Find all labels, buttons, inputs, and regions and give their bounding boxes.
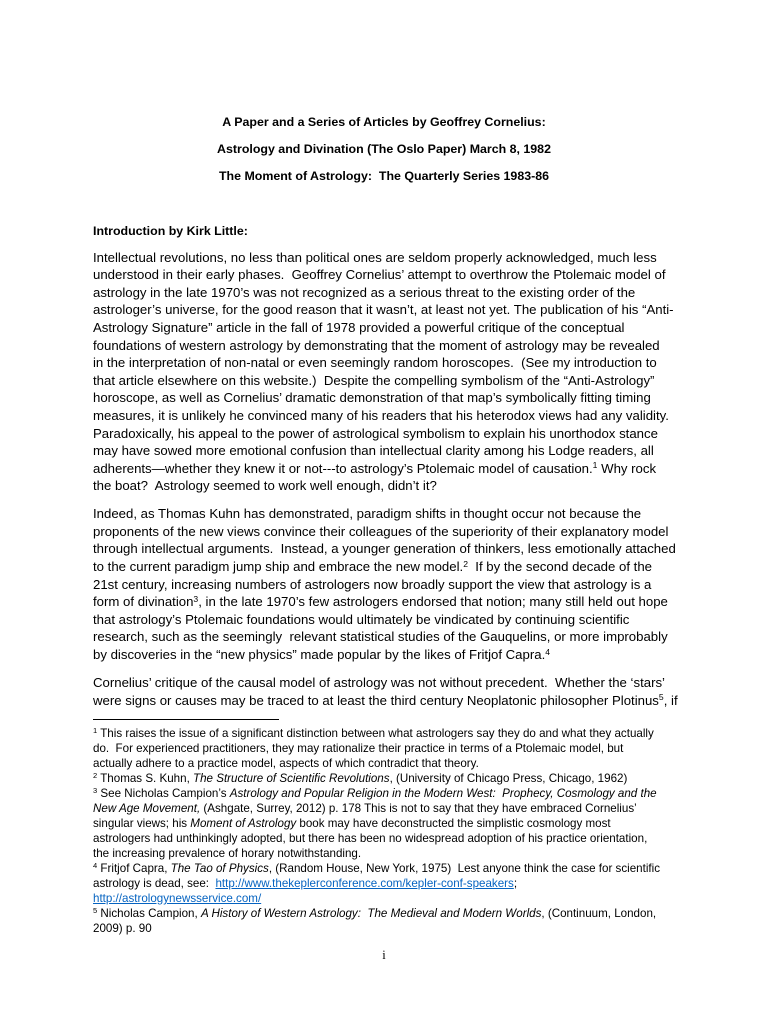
text-line [93,425,693,443]
footnotes [93,726,693,936]
text-line [93,674,693,692]
footnote-marker: 4 [545,646,551,657]
footnote-marker: 3 [93,786,98,796]
text-run: that astrology’s Ptolemaic foundations would ultimately be vindicated by continuing scientific [93,611,630,627]
text-line [93,337,693,355]
text-line [93,846,693,861]
text-line [93,816,693,831]
text-line [93,477,693,495]
text-line [93,876,693,891]
text-run: Cornelius’ critique of the causal model of astrology was not without precedent. Whether the ‘stars’ [93,675,665,691]
text-line [93,628,693,646]
title-line-3: The Moment of Astrology: The Quarterly Series 1983-86 [218,169,550,183]
text-line [93,692,693,710]
text-line [93,249,693,267]
text-line [93,301,693,319]
italic-title: New Age Movement, [93,802,201,815]
footnote-marker: 1 [592,460,598,471]
text-line [93,540,693,558]
text-run: astrologer’s universe, for the good reason that it wasn’t, at least not yet. The publication of his “Anti- [93,302,674,318]
text-run: singular views; his [93,817,191,830]
text-run: 2009) p. 90 [93,922,152,935]
text-run: foundations of western astrology by demonstrating that the moment of astrology may be revealed [93,337,660,353]
text-run: may have sowed more emotional confusion than intellectual clarity among his Lodge readers, all [93,443,654,459]
text-run: This raises the issue of a significant distinction between what astrologers say they do and what they actually [97,727,654,740]
text-run: See Nicholas Campion’s [97,787,230,800]
text-run: ; [513,877,518,890]
text-run: , (University of Chicago Press, Chicago, 1962) [389,772,628,785]
footnote-marker: 5 [658,692,664,703]
text-run: do. For experienced practitioners, they may rationalize their practice in terms of a Ptolemaic model, but [93,742,624,755]
footnote [93,771,693,786]
text-run: Why rock [597,460,657,476]
text-run: (Ashgate, Surrey, 2012) p. 178 This is not to say that they have embraced Cornelius’ [200,802,637,815]
text-line [93,831,693,846]
footnote [93,861,693,906]
text-run: book may have deconstructed the simplistic cosmology most [296,817,611,830]
footnote [93,906,693,936]
footnote [93,726,693,771]
italic-title: Astrology and Popular Religion in the Modern West: Prophecy, Cosmology and the [229,787,657,800]
text-line [93,389,693,407]
text-line [93,266,693,284]
italic-title: The Tao of Physics [170,862,269,875]
text-run: Thomas S. Kuhn, [97,772,194,785]
section-heading: Introduction by Kirk Little: [93,223,248,238]
text-line [93,771,693,786]
text-run: Intellectual revolutions, no less than political ones are seldom properly acknowledged, much less [93,249,657,265]
footnote-marker: 5 [93,906,98,916]
text-line [93,442,693,460]
footnote-separator [93,719,279,720]
page-number: i [382,948,386,962]
text-line [93,741,693,756]
hyperlink[interactable]: http://astrologynewsservice.com/ [93,892,262,905]
text-line [93,891,693,906]
hyperlink[interactable]: http://www.thekeplerconference.com/kepler-conf-speakers [215,877,514,890]
text-line [93,801,693,816]
text-run: to the current paradigm jump ship and embrace the new model. [93,559,464,575]
italic-title: A History of Western Astrology: The Medieval and Modern Worlds [200,907,542,920]
text-line [93,921,693,936]
text-line [93,861,693,876]
text-run: actually adhere to a practice model, aspects of which contradict that theory. [93,757,479,770]
document-title-block [93,109,675,190]
italic-title: Moment of Astrology [190,817,297,830]
text-run: were signs or causes may be traced to at least the third century Neoplatonic philosopher Plotinus [93,692,659,708]
text-run: astrology in the late 1970’s was not recognized as a serious threat to the existing order of the [93,284,636,300]
text-run: , (Continuum, London, [541,907,657,920]
title-line-1: A Paper and a Series of Articles by Geoffrey Cornelius: [222,115,546,129]
text-run: in the interpretation of non-natal or even seemingly random horoscopes. (See my introduction to [93,355,657,371]
footnote-marker: 3 [193,593,199,604]
text-run: astrology is dead, see: [93,877,216,890]
text-line [93,407,693,425]
text-run: measures, it is unlikely he convinced many of his readers that his heterodox views had any validity. [93,407,669,423]
text-line [93,558,693,576]
text-line [93,756,693,771]
text-run: through intellectual arguments. Instead, a younger generation of thinkers, less emotionally attached [93,541,676,557]
text-run: that article elsewhere on this website.) Despite the compelling symbolism of the “Anti-Astrology” [93,372,655,388]
body-text [93,249,693,720]
footnote [93,786,693,861]
text-run: Fritjof Capra, [97,862,171,875]
text-run: 21st century, increasing numbers of astrologers now broadly support the view that astrology is a [93,576,652,592]
text-run: , if [663,692,678,708]
footnote-marker: 1 [93,726,98,736]
text-run: Indeed, as Thomas Kuhn has demonstrated, paradigm shifts in thought occur not because the [93,506,642,522]
title-line-2: Astrology and Divination (The Oslo Paper) March 8, 1982 [217,142,551,156]
text-line [93,593,693,611]
footnote-marker: 2 [93,771,98,781]
body-paragraph [93,249,693,495]
text-line [93,726,693,741]
text-line [93,906,693,921]
text-run: , in the late 1970’s few astrologers endorsed that notion; many still held out hope [198,594,668,610]
text-line [93,354,693,372]
text-run: research, such as the seemingly relevant statistical studies of the Gauquelins, or more improbably [93,629,668,645]
text-line [93,284,693,302]
body-paragraph [93,674,693,709]
text-run: , (Random House, New York, 1975) Lest anyone think the case for scientific [268,862,661,875]
text-run: the boat? Astrology seemed to work well enough, didn’t it? [93,478,437,494]
text-run: astrologers had unthinkingly adopted, but there has been no widespread adoption of his practice orientation, [93,832,648,845]
text-line [93,372,693,390]
text-run: If by the second decade of the [467,559,652,575]
text-run: Nicholas Campion, [97,907,201,920]
text-run: horoscope, as well as Cornelius’ dramatic demonstration of that map’s symbolically fitting timing [93,390,651,406]
text-run: the increasing prevalence of horary notwithstanding. [93,847,362,860]
body-paragraph [93,505,693,663]
text-line [93,505,693,523]
text-line [93,523,693,541]
italic-title: The Structure of Scientific Revolutions [193,772,390,785]
text-line [93,646,693,664]
text-line [93,460,693,478]
text-run: Paradoxically, his appeal to the power of astrological symbolism to explain his unorthodox stance [93,425,658,441]
text-run: Astrology Signature” article in the fall of 1978 provided a powerful critique of the conceptual [93,319,625,335]
text-line [93,576,693,594]
text-line [93,319,693,337]
text-run: by discoveries in the “new physics” made popular by the likes of Fritjof Capra. [93,647,546,663]
text-run: form of divination [93,594,194,610]
text-line [93,611,693,629]
footnote-marker: 2 [463,558,468,569]
text-line [93,786,693,801]
text-run: understood in their early phases. Geoffrey Cornelius’ attempt to overthrow the Ptolemaic model of [93,267,666,283]
text-run: proponents of the new views convince their colleagues of the superiority of their explanatory model [93,523,669,539]
text-run: adherents—whether they knew it or not---to astrology’s Ptolemaic model of causation. [93,460,593,476]
footnote-marker: 4 [93,861,98,871]
